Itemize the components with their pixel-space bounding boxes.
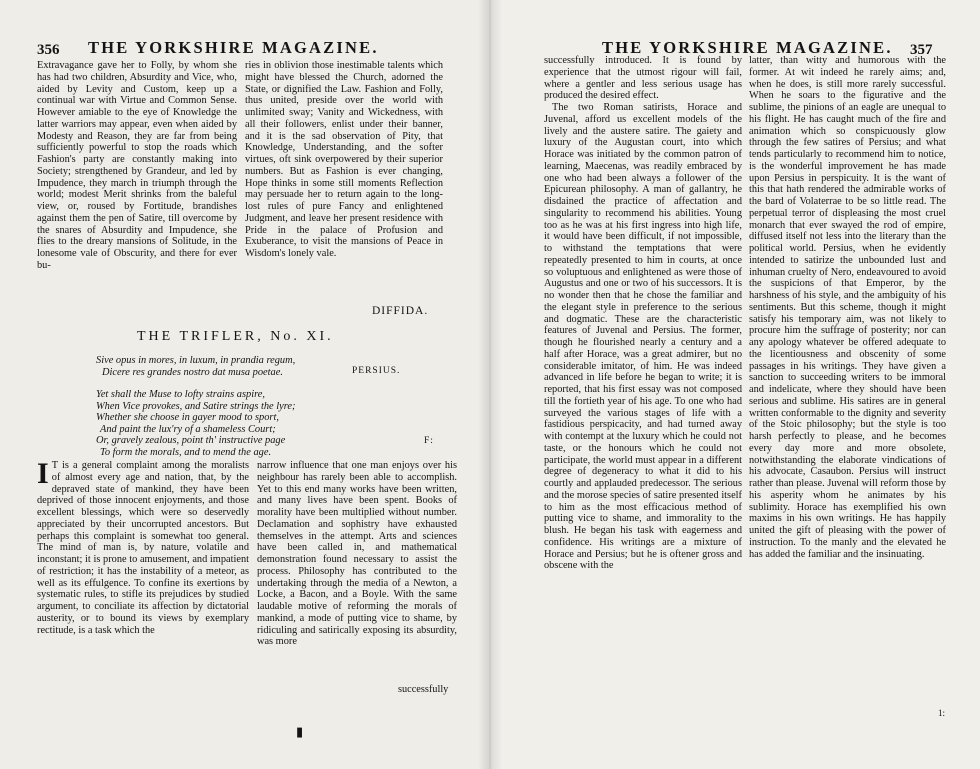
motto-translator: F:: [424, 436, 434, 446]
essay-column-2: [257, 460, 457, 648]
motto-line: And paint the lux'ry of a shameless Court;: [100, 423, 276, 435]
column-2: [749, 55, 946, 560]
paragraph-text: T is a general complaint among the moralists of almost every age and nation, that, by the depraved state of mankind, they have been deprived of those innocent enjoyments, and those excellent blessings, which were so deservedly appreciated by their uncorrupted ancestors. But perhaps this complaint is somewhat too general. The mind of man is, by nature, volatile and inconstant; it is prone to amusement, and impatient of restriction; it has the instability of a meteor, as well as its effulgence. To confine its exertions by systematic rules, to stifle its prejudices by studied argument, to conciliate its affection by dictatorial austerity, or to bound its views by exemplary rectitude, is a task which the: [37, 460, 249, 636]
catchword: successfully: [398, 684, 449, 695]
essay-column-1: [37, 457, 249, 636]
page-number: 356: [37, 42, 60, 58]
motto-line: Or, gravely zealous, point th' instructive page: [96, 435, 286, 447]
right-page: [490, 0, 980, 769]
motto-line: Yet shall the Muse to lofty strains aspire,: [96, 389, 265, 400]
paragraph: The two Roman satirists, Horace and Juvenal, afford us excellent models of the lively and the austere satire. The gaiety and luxury of the Augustan court, into which Horace was initiated by the common patron of learning, Maecenas, was readily embraced by one who had been always a follower of the Epicurean philosophy. A man of gallantry, he disdained the practice of affectation and singularity to recommend his abilities. Young too as he was at his first ingress into high life, it would have been difficult, if not impossible, to withstand the temptations that were repeatedly presented to him in courts, at once so voluptuous and enlightened as were those of Augustus and one or two of his successors. It is no wonder then that he chose the familiar and the elegant style in preference to the serious and dogmatic. These are the characteristic features of Juvenal and Persius. The former, though he flourished nearly a century and a half after Horace, was a great admirer, but no considerable imitator, of him. He was indeed advanced in life before he began to write; it is reported, that his first essay was not composed till the fortieth year of his age. To one who had surveyed the various stages of life with a fastidious perspicacity, and had turned away with contempt at the luxury which he could not taste, or the honours which he could not participate, the world must appear in a different degree of degeneracy to what it did to his courtly and applauded predecessor. The serious and the morose species of satire presented itself to him as the most efficacious method of putting vice to shame, and immorality to the blush. He began his task with eagerness and confidence. His writings are a mixture of Horace and Persius; but he is oftener gross and obscene with the: [544, 102, 742, 572]
motto-line: Whether she choose in gayer mood to sport,: [96, 412, 279, 424]
paragraph: Extravagance gave her to Folly, by whom she has had two children, Absurdity and Vice, who, aided by Levity and Custom, keep up a continual war with Virtue and Common Sense. However amiable to the eye of Knowledge the latter warriors may appear, even when aided by Modesty and Reason, they are far from being sufficiently powerful to stop the roads which Fashion's party are constantly making into Society; strengthened by Grandeur, and led by Impudence, they march in triumph through the world; modest Merit shrinks from the baleful view, or, roused by Fortitude, brandishes against them the pen of Satire, till overcome by the snares of Absurdity and Impudence, she flies to the dreary mansions of Solitude, in the lonesome vale of Obscurity, and there for ever bu-: [37, 60, 237, 271]
paragraph: ries in oblivion those inestimable talents which might have blessed the Church, adorned the State, or dignified the Law. Fashion and Folly, thus united, preside over the world with unlimited sway; Vanity and Wickedness, with all their followers, enlist under their banner, and it is the sad observation of Pity, that Knowledge, Understanding, and the softer virtues, oft sink overpowered by their superior numbers. But as Fashion is ever changing, Hope thinks in some still moments Reflection may persuade her to return again to the long-lost rules of pure Fancy and enlightened Judgment, and leave her present residence with Pride in the palace of Profusion and Exuberance, to visit the mansions of Peace in Wisdom's lonely vale.: [245, 60, 443, 259]
motto-line: Dicere res grandes nostro dat musa poetae.: [102, 366, 283, 378]
corner-mark: 1:: [938, 708, 946, 718]
paragraph: latter, than witty and humorous with the former. At wit indeed he rarely aims; and, when he does, is still more rarely successful. When he soars to the figurative and the sublime, the pinions of an eagle are unequal to his flight. He has caught much of the fire and animation which so conspicuously glow through the few satires of Persius; and what tends particularly to recommend him to notice, is the wonderful improvement he has made upon Persius in perspicuity. It is the want of this that hath rendered the admirable works of the bard of Volaterrae to be so little read. The perpetual terror of displeasing the most cruel monarch that ever swayed the rod of empire, diffused itself not less into the literary than the political world. Persius, when he evidently intended to satirize the unbounded lust and inhuman cruelty of Nero, endeavoured to avoid the suspicions of that Emperor, by the harshness of his style, and the ambiguity of his sentiments. But this scheme, though it might satisfy his temporary aim, was not likely to procure him the suffrage of posterity; nor can any apology whatever be offered adequate to the licentiousness and obscenity of some passages in his writings. They have given a sanction to succeeding writers to be immoral and indelicate, where they should have been serious and sublime. His satires are in general written conformable to the dignity and severity of the Stoic philosophy; but the style is too harsh perfectly to please, and he becomes every day more and more obsolete, notwithstanding the elaborate vindications of his advocate, Casaubon. Persius will instruct rather than please. Juvenal will reform those by his asperity whom he animates by his sublimity. Horace has exemplified his own maxims in his own writings. He has happily united the gift of pleasing with the power of instruction. To the manly and the elevated he has added the familiar and the insinuating.: [749, 55, 946, 560]
page-number: 357: [910, 42, 933, 58]
running-head: THE YORKSHIRE MAGAZINE.: [88, 38, 379, 57]
column-2: [245, 60, 443, 260]
paragraph: narrow influence that one man enjoys over his neighbour has rarely been able to accomplish. Yet to this end many works have been written, and many lives have been spent. Books of morality have been multiplied without number. Declamation and sophistry have exhausted themselves in the attempt. Arts and sciences have been called in, and mathematical demonstration found necessary to assist the process. Philosophy has contributed to the undertaking through the media of a Newton, a Locke, a Bacon, and a Boyle. With the same laudable motive of reforming the morals of mankind, a mode of putting vice to shame, by ridiculing and satirically exposing its absurdity, was more: [257, 460, 457, 648]
signature: DIFFIDA.: [372, 305, 429, 317]
motto-author: PERSIUS.: [352, 366, 401, 376]
paragraph: [37, 457, 249, 636]
motto-line: When Vice provokes, and Satire strings the lyre;: [96, 400, 296, 412]
motto-english: [96, 389, 296, 459]
running-head: THE YORKSHIRE MAGAZINE.: [602, 38, 893, 57]
bottom-mark: ▮: [296, 724, 304, 739]
column-1: [544, 55, 742, 572]
book-gutter: [478, 0, 502, 769]
essay-title: THE TRIFLER, No. XI.: [137, 329, 334, 344]
motto-line: Sive opus in mores, in luxum, in prandia regum,: [96, 355, 296, 366]
drop-cap: I: [37, 457, 49, 490]
column-1: [37, 60, 237, 272]
motto-latin: [96, 355, 295, 378]
motto-line: To form the morals, and to mend the age.: [100, 446, 272, 458]
paragraph: successfully introduced. It is found by experience that the utmost rigour will fail, where a gentler and less serious usage has produced the desired effect.: [544, 55, 742, 102]
